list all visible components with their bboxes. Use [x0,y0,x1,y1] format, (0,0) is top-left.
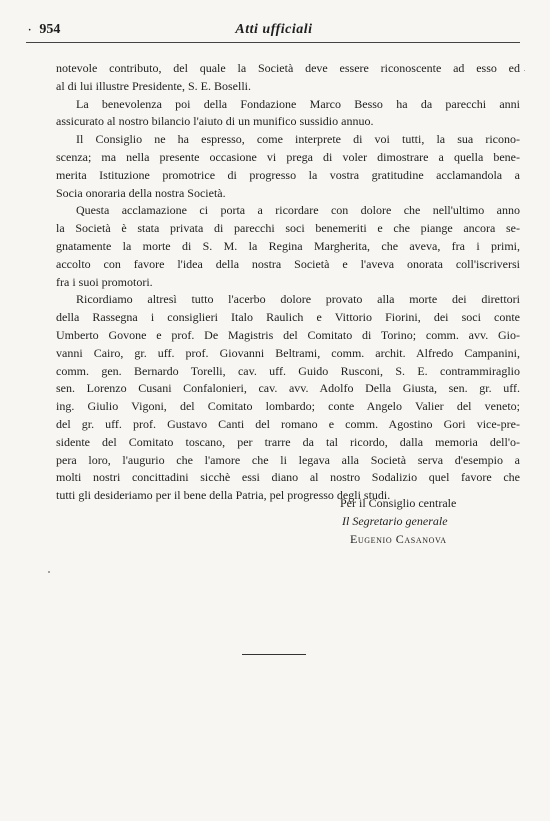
text-line: del gr. uff. prof. Gustavo Canti del romano e comm. Agostino Gori vice-pre- [56,416,520,431]
text-line: Umberto Govone e prof. De Magistris del Comitato di Torino; comm. avv. Gio- [56,327,520,342]
text-line: comm. gen. Bernardo Torelli, cav. uff. Guido Rusconi, S. E. contrammiraglio [56,363,520,378]
page-number-text: 954 [39,22,61,37]
text-line: pera loro, l'augurio che l'amore che li legava alla Società serva d'esempio a [56,452,520,467]
text-line: vanni Cairo, gr. uff. prof. Giovanni Beltrami, comm. archit. Alfredo Campanini, [56,345,520,360]
text-line: Il Consiglio ne ha espresso, come interprete di voi tutti, la sua ricono- [76,132,520,147]
text-line: Socia onoraria della nostra Società. [56,185,226,200]
text-line: notevole contributo, del quale la Società deve essere riconoscente ad esso ed [56,61,520,75]
text-line: al di lui illustre Presidente, S. E. Boselli. [56,78,251,93]
text-line: molti nostri concittadini sicchè essi diano al nostro Sodalizio quel favore che [56,470,520,485]
text-line: scenza; ma nella presente occasione vi prega di voler dimostrare a quella bene- [56,149,520,164]
paragraph-4 [56,202,520,220]
paragraph-2-cont [56,113,520,131]
text-line: ing. Giulio Vigoni, del Comitato lombardo; conte Angelo Valier del veneto; [56,399,520,414]
text-line: tutti gli desideriamo per il bene della Patria, pel progresso degli studi. [56,488,391,503]
end-rule [242,654,306,655]
text-line: accolto con favore l'idea della nostra Società e l'aveva onorata coll'iscriversi [56,256,520,271]
signature-line: Per il Consiglio centrale [340,496,457,510]
text-line: della Rassegna i consiglieri Italo Raulich e Vittorio Fiorini, dei soci conte [56,310,520,325]
signature-block [336,494,526,548]
paragraph-5-cont [56,309,520,505]
paragraph-3 [56,131,520,149]
text-line: Ricordiamo altresì tutto l'acerbo dolore provato alla morte dei direttori [76,292,520,307]
paragraph-1 [56,60,520,96]
header-rule [26,42,520,43]
body-text [56,60,520,505]
paragraph-4-cont [56,220,520,291]
scan-speck [524,70,525,71]
text-line: fra i suoi promotori. [56,274,153,289]
text-line: sidente del Comitato toscano, per trarre da tal ricordo, dalla memoria dell'o- [56,434,520,449]
scan-speck [48,571,50,573]
text-line: merita Istituzione promotrice di progresso la vostra gratitudine acclamandola a [56,167,520,182]
text-line: assicurato al nostro bilancio l'aiuto di un munifico sussidio annuo. [56,114,374,129]
paragraph-2 [56,96,520,114]
paragraph-3-cont [56,149,520,202]
signature-name: Eugenio Casanova [350,532,447,546]
signature-role: Il Segretario generale [342,514,448,528]
text-line: sen. Lorenzo Cusani Confalonieri, cav. avv. Adolfo Della Giusta, sen. gr. uff. [56,381,520,396]
bullet-mark: · [28,25,32,36]
page-header [28,22,520,44]
text-line: la Società è stata privata di parecchi soci benemeriti e che piange ancora se- [56,221,520,236]
text-line: gnatamente la morte di S. M. la Regina Margherita, che aveva, fra i primi, [56,238,520,253]
paragraph-5 [56,291,520,309]
text-line: La benevolenza poi della Fondazione Marco Besso ha da parecchi anni [76,96,520,111]
running-title: Atti ufficiali [235,22,313,37]
text-line: Questa acclamazione ci porta a ricordare con dolore che nell'ultimo anno [76,203,520,218]
